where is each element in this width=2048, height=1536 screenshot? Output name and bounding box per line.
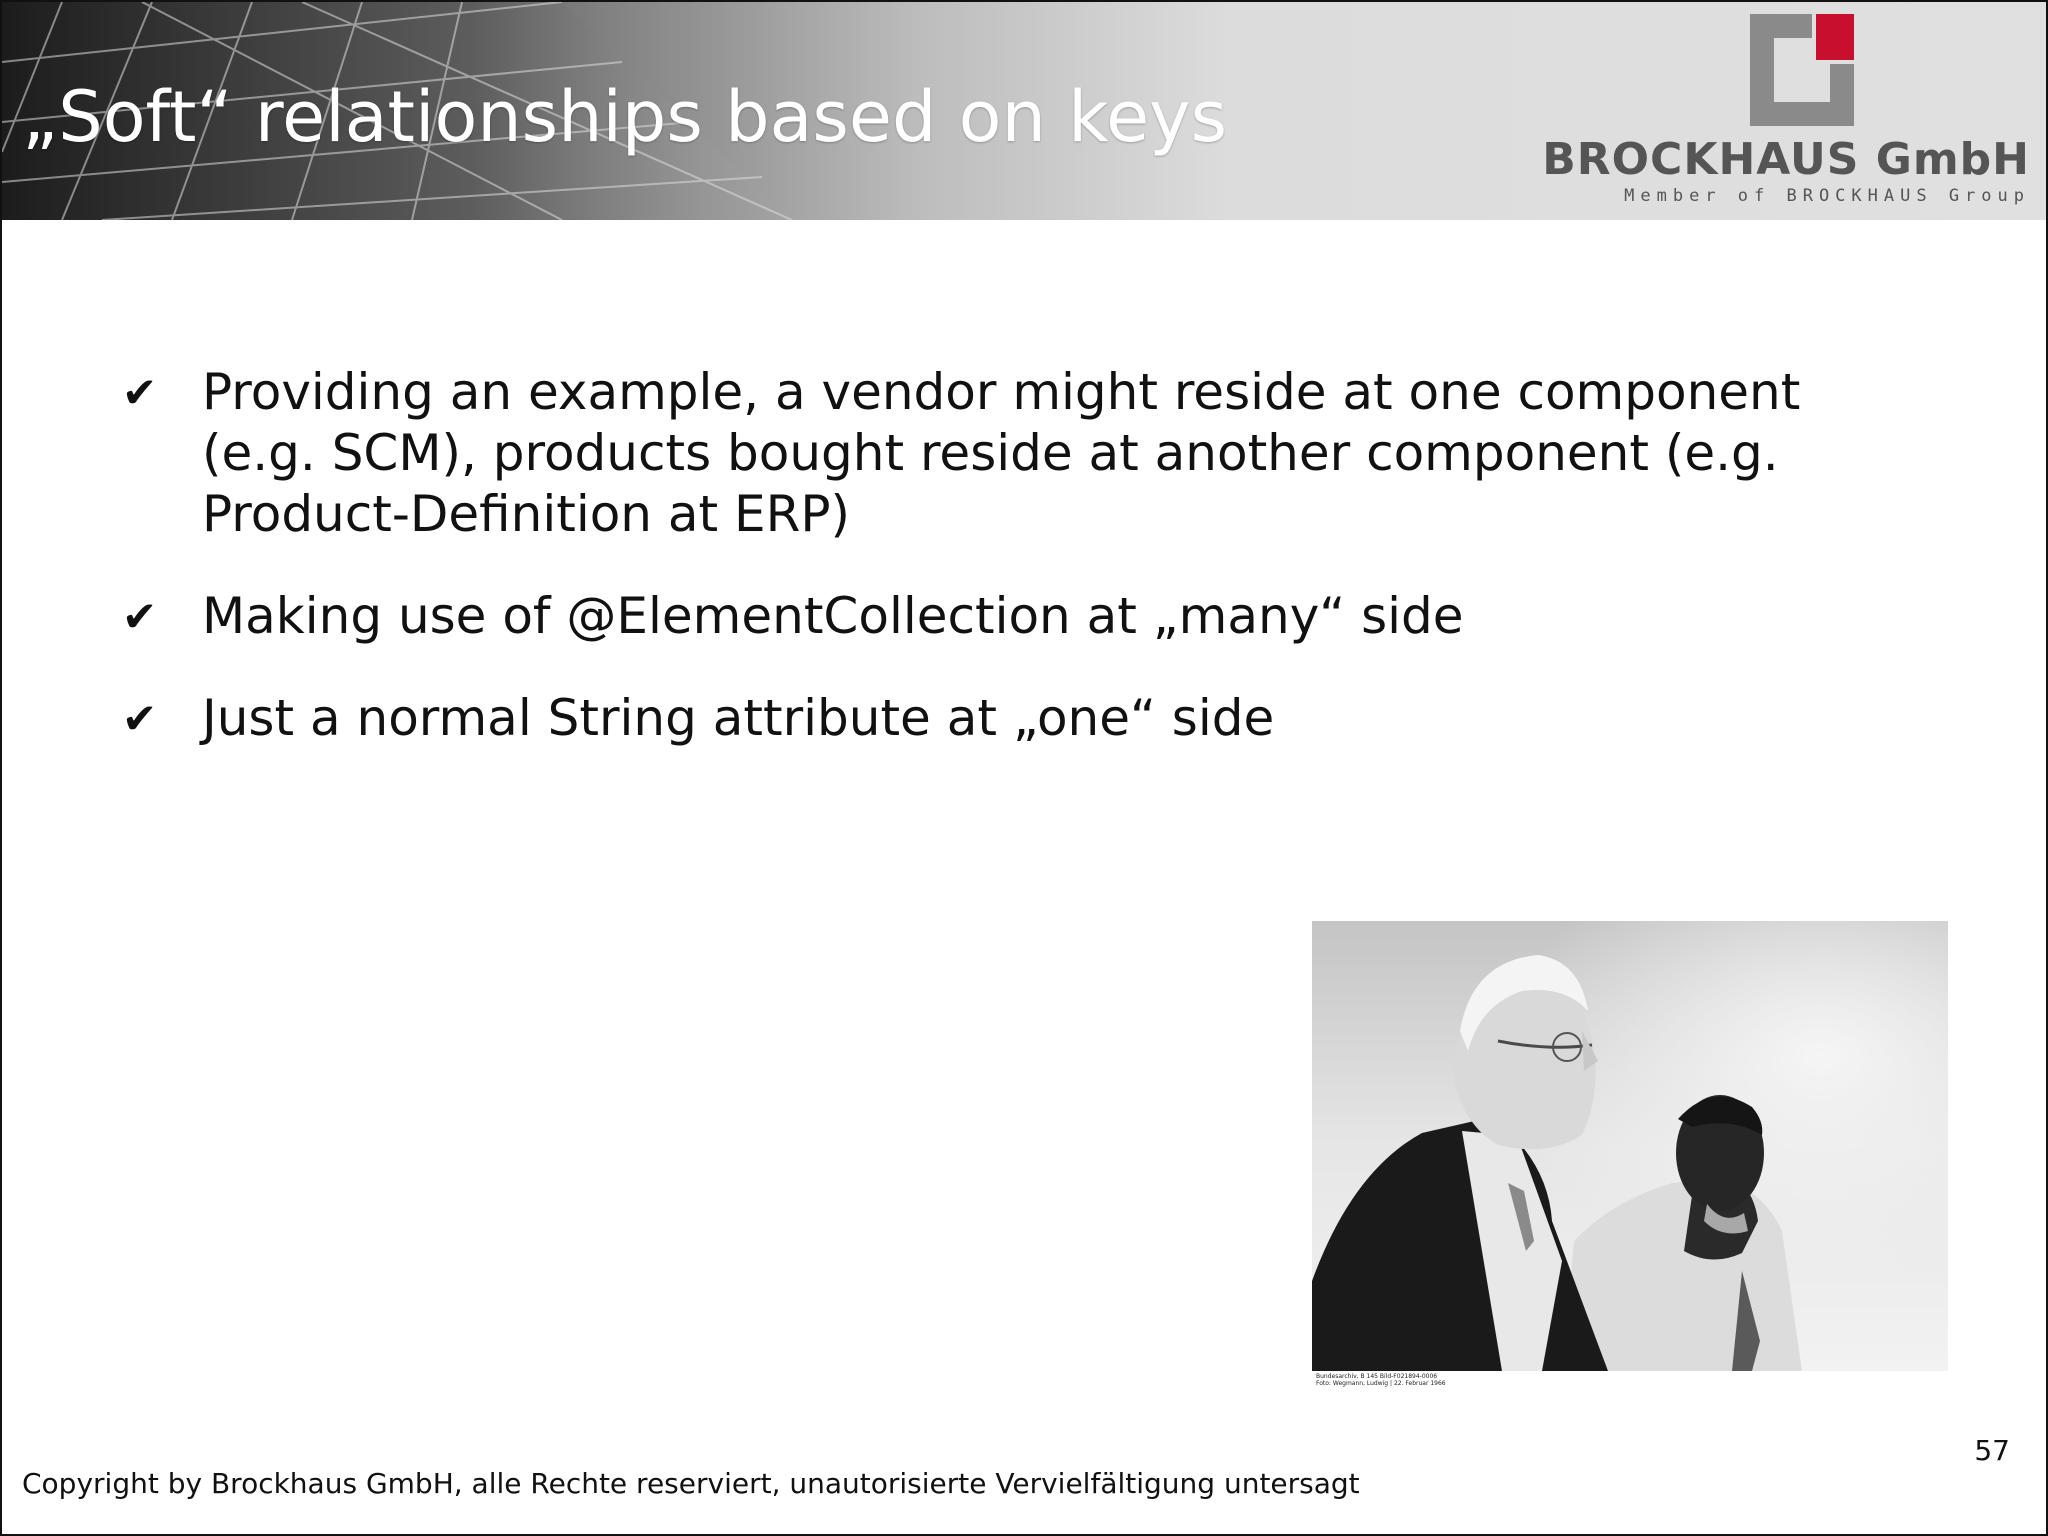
checkmark-icon: ✔ bbox=[122, 694, 158, 743]
brockhaus-logo-mark-icon bbox=[1750, 14, 1854, 126]
bullet-item bbox=[122, 688, 1882, 749]
slide-header bbox=[2, 2, 2046, 220]
photo-caption-line: Bundesarchiv, B 145 Bild-F021894-0006 bbox=[1316, 1373, 1438, 1380]
bullet-item bbox=[122, 586, 1882, 647]
page-number: 57 bbox=[1974, 1434, 2010, 1467]
historical-photo bbox=[1312, 921, 1948, 1371]
logo-tagline: Member of BROCKHAUS Group bbox=[1624, 186, 2030, 206]
slide-title: „Soft“ relationships based on keys bbox=[22, 76, 1228, 158]
logo-company-name: BROCKHAUS GmbH bbox=[1542, 134, 2030, 185]
copyright-footer: Copyright by Brockhaus GmbH, alle Rechte reserviert, unautorisierte Vervielfältigung untersagt bbox=[22, 1467, 1360, 1500]
bullet-text: Just a normal String attribute at „one“ side bbox=[202, 689, 1275, 747]
bullet-list bbox=[122, 362, 1882, 749]
brockhaus-logo bbox=[1542, 12, 2034, 212]
photo-caption bbox=[1316, 1373, 1616, 1387]
checkmark-icon: ✔ bbox=[122, 592, 158, 641]
checkmark-icon: ✔ bbox=[122, 368, 158, 417]
bullet-text: Providing an example, a vendor might reside at one component (e.g. SCM), products bought reside at another component (e.g. Product-Definition at ERP) bbox=[202, 363, 1801, 543]
bullet-item bbox=[122, 362, 1882, 545]
bullet-text: Making use of @ElementCollection at „many“ side bbox=[202, 587, 1464, 645]
photo-caption-line: Foto: Wegmann, Ludwig | 22. Februar 1966 bbox=[1316, 1380, 1446, 1387]
